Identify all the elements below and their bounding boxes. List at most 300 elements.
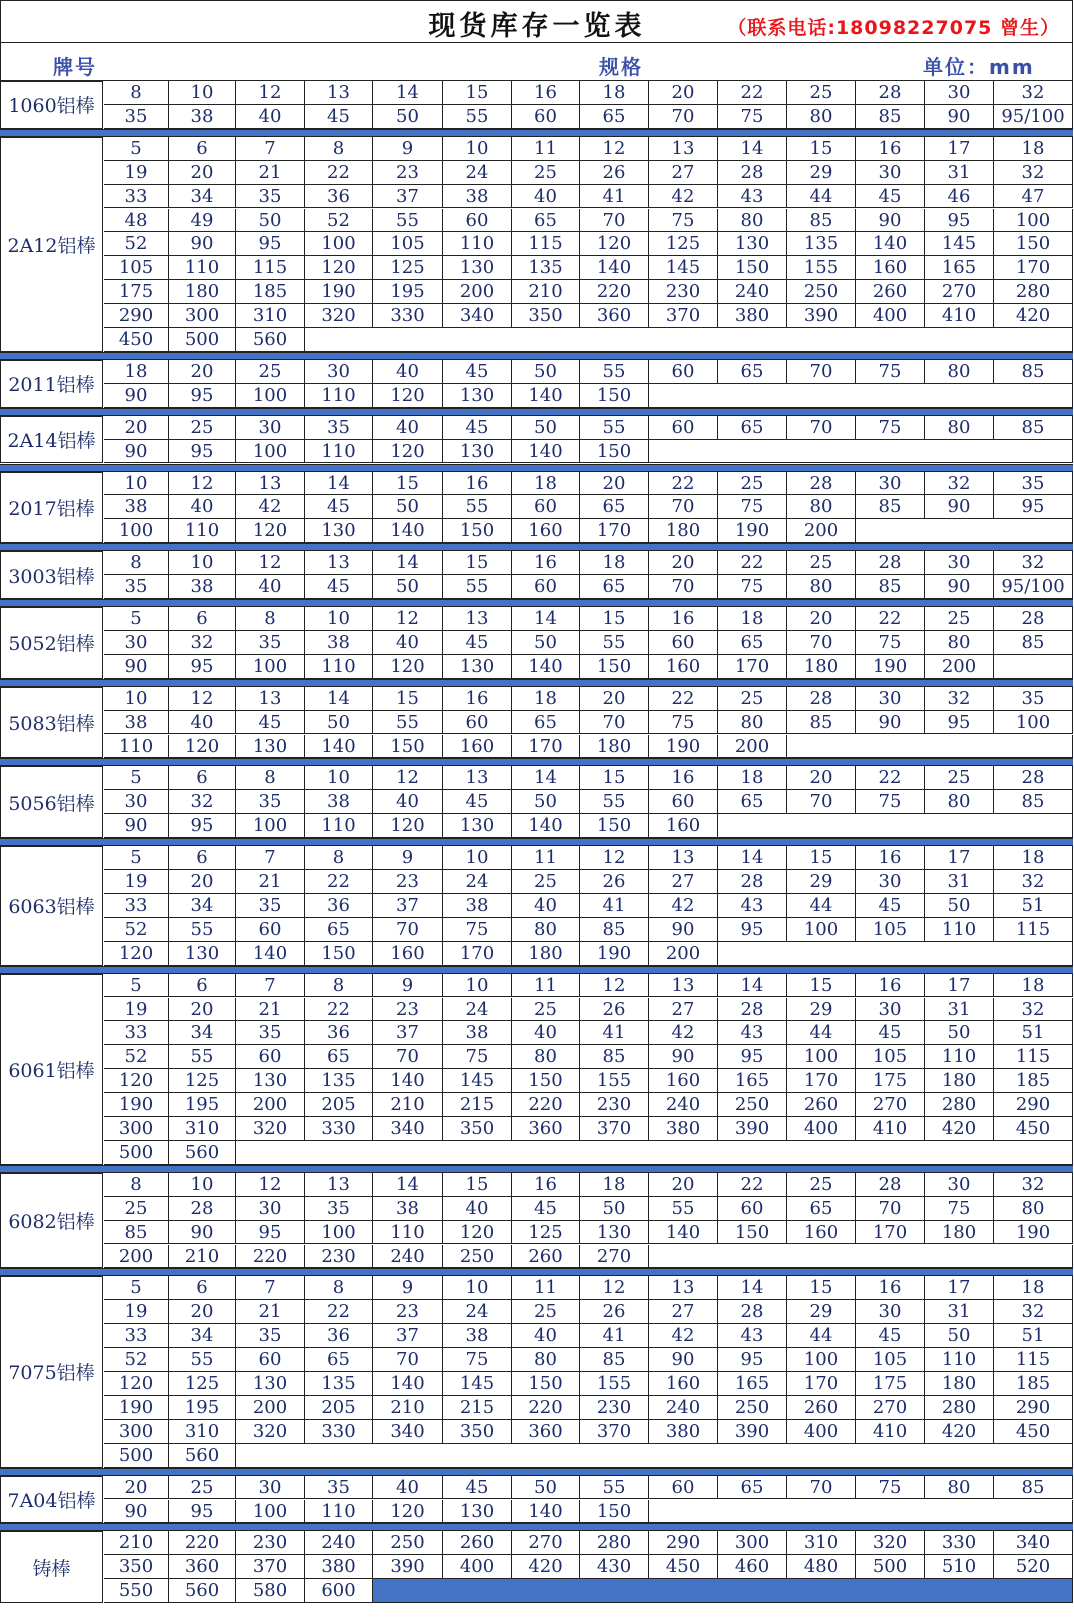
spec-cell: 27 (649, 998, 718, 1022)
spec-cell: 120 (236, 519, 305, 543)
spec-cell: 290 (994, 1396, 1073, 1420)
spec-cell: 21 (236, 998, 305, 1022)
spec-cell: 13 (649, 974, 718, 998)
spec-cell: 38 (443, 1324, 512, 1348)
spec-cell: 18 (580, 1173, 649, 1197)
spec-cell: 28 (856, 81, 925, 105)
spec-cell: 100 (236, 1500, 305, 1524)
spec-cell: 15 (787, 1276, 856, 1300)
spec-cell: 37 (373, 185, 443, 209)
spec-cell: 48 (104, 209, 169, 233)
spec-cell: 42 (236, 495, 305, 519)
group-separator (0, 1268, 1073, 1276)
spec-cell: 9 (373, 974, 443, 998)
spec-cell: 45 (512, 1197, 580, 1221)
spec-cell: 95/100 (994, 575, 1073, 599)
spec-cell: 110 (925, 918, 994, 942)
spec-cell: 25 (925, 607, 994, 631)
spec-cell: 51 (994, 894, 1073, 918)
spec-cell: 90 (649, 1045, 718, 1069)
spec-cell: 360 (512, 1117, 580, 1141)
spec-cell: 180 (925, 1372, 994, 1396)
spec-cell: 65 (580, 575, 649, 599)
spec-cell: 28 (169, 1197, 236, 1221)
spec-cell: 500 (104, 1141, 169, 1165)
spec-cell: 10 (169, 1173, 236, 1197)
spec-cell: 120 (104, 1372, 169, 1396)
spec-cell: 510 (925, 1555, 994, 1579)
grade-label: 2017铝棒 (0, 472, 103, 544)
spec-cell: 47 (994, 185, 1073, 209)
grade-label: 2A14铝棒 (0, 416, 103, 464)
spec-cell: 16 (649, 607, 718, 631)
spec-cell: 135 (787, 232, 856, 256)
spec-cell: 240 (649, 1396, 718, 1420)
spec-cell: 16 (856, 846, 925, 870)
spec-cell: 120 (373, 440, 443, 464)
spec-cell: 60 (236, 918, 305, 942)
spec-cell: 85 (856, 105, 925, 129)
spec-cell: 33 (104, 1021, 169, 1045)
spec-cell: 210 (169, 1245, 236, 1269)
spec-cell: 55 (373, 711, 443, 735)
spec-cell: 38 (305, 790, 373, 814)
spec-cell: 170 (856, 1221, 925, 1245)
spec-cell: 480 (787, 1555, 856, 1579)
spec-cell: 95 (925, 209, 994, 233)
spec-cell: 45 (443, 416, 512, 440)
spec-cell: 185 (994, 1372, 1073, 1396)
spec-cell: 16 (512, 81, 580, 105)
spec-cell: 140 (856, 232, 925, 256)
spec-cell: 38 (443, 185, 512, 209)
spec-cell: 90 (856, 711, 925, 735)
spec-cell: 18 (718, 766, 787, 790)
spec-cell: 14 (373, 81, 443, 105)
spec-cell: 21 (236, 870, 305, 894)
spec-cell: 190 (104, 1093, 169, 1117)
spec-cell: 100 (787, 1045, 856, 1069)
spec-cell: 43 (718, 1021, 787, 1045)
spec-cell: 10 (104, 687, 169, 711)
spec-cell: 35 (305, 1476, 373, 1500)
spec-cell: 9 (373, 846, 443, 870)
spec-cell: 150 (580, 814, 649, 838)
spec-cell: 310 (169, 1117, 236, 1141)
spec-cell: 140 (373, 1372, 443, 1396)
spec-cell: 36 (305, 894, 373, 918)
header-grade: 牌号 (53, 55, 97, 79)
spec-cell: 110 (443, 232, 512, 256)
spec-cell: 65 (718, 360, 787, 384)
spec-cell: 40 (512, 185, 580, 209)
spec-cell: 450 (104, 328, 169, 352)
spec-cell: 8 (305, 1276, 373, 1300)
spec-cell: 280 (994, 280, 1073, 304)
spec-cell: 380 (718, 304, 787, 328)
spec-cell: 270 (580, 1245, 649, 1269)
spec-cell: 45 (856, 1324, 925, 1348)
spec-cell: 12 (580, 1276, 649, 1300)
spec-cell: 420 (925, 1117, 994, 1141)
spec-cell: 28 (856, 1173, 925, 1197)
spec-cell: 25 (787, 551, 856, 575)
spec-cell: 15 (580, 766, 649, 790)
grade-label: 2011铝棒 (0, 360, 103, 408)
spec-cell: 22 (856, 607, 925, 631)
spec-cell: 16 (856, 1276, 925, 1300)
spec-cell: 200 (649, 942, 718, 966)
spec-cell: 150 (443, 519, 512, 543)
spec-cell: 6 (169, 974, 236, 998)
spec-cell: 60 (649, 631, 718, 655)
spec-cell: 600 (305, 1579, 373, 1603)
spec-cell: 24 (443, 998, 512, 1022)
spec-cell: 40 (169, 495, 236, 519)
spec-cell: 340 (994, 1531, 1073, 1555)
spec-cell: 90 (104, 1500, 169, 1524)
spec-cell: 65 (512, 711, 580, 735)
spec-cell: 32 (994, 81, 1073, 105)
spec-cell: 580 (236, 1579, 305, 1603)
spec-cell: 38 (104, 711, 169, 735)
empty-cell (718, 942, 1073, 966)
spec-cell: 320 (236, 1117, 305, 1141)
spec-cell: 20 (649, 1173, 718, 1197)
spec-cell: 33 (104, 185, 169, 209)
spec-cell: 20 (169, 870, 236, 894)
spec-cell: 100 (236, 440, 305, 464)
spec-cell: 8 (104, 1173, 169, 1197)
spec-cell: 35 (236, 1324, 305, 1348)
spec-cell: 220 (512, 1396, 580, 1420)
spec-cell: 31 (925, 870, 994, 894)
spec-cell: 10 (443, 974, 512, 998)
spec-cell: 31 (925, 1300, 994, 1324)
spec-cell: 65 (718, 631, 787, 655)
spec-cell: 20 (787, 766, 856, 790)
spec-cell: 55 (443, 575, 512, 599)
spec-cell: 130 (443, 1500, 512, 1524)
spec-cell: 10 (104, 472, 169, 496)
spec-cell: 75 (856, 416, 925, 440)
spec-cell: 20 (169, 1300, 236, 1324)
spec-cell: 22 (718, 81, 787, 105)
spec-cell: 50 (373, 495, 443, 519)
spec-cell: 17 (925, 137, 994, 161)
spec-cell: 14 (718, 137, 787, 161)
header-unit: 单位：mm (923, 55, 1035, 79)
spec-cell: 32 (994, 998, 1073, 1022)
spec-cell: 30 (104, 631, 169, 655)
spec-cell: 38 (443, 1021, 512, 1045)
spec-cell: 8 (104, 551, 169, 575)
spec-cell: 195 (373, 280, 443, 304)
spec-cell: 400 (787, 1420, 856, 1444)
spec-cell: 11 (512, 1276, 580, 1300)
spec-cell: 18 (718, 607, 787, 631)
spec-cell: 85 (994, 416, 1073, 440)
spec-cell: 75 (718, 495, 787, 519)
spec-cell: 110 (305, 655, 373, 679)
spec-cell: 85 (580, 918, 649, 942)
grade-label: 5083铝棒 (0, 687, 103, 759)
spec-cell: 290 (649, 1531, 718, 1555)
spec-cell: 240 (305, 1531, 373, 1555)
spec-cell: 38 (305, 631, 373, 655)
grade-label: 7A04铝棒 (0, 1476, 103, 1524)
spec-cell: 380 (649, 1420, 718, 1444)
spec-cell: 18 (512, 687, 580, 711)
spec-cell: 38 (443, 894, 512, 918)
spec-cell: 30 (856, 161, 925, 185)
spec-cell: 160 (649, 814, 718, 838)
spec-cell: 60 (512, 575, 580, 599)
spec-cell: 19 (104, 161, 169, 185)
spec-cell: 40 (373, 1476, 443, 1500)
spec-cell: 14 (718, 1276, 787, 1300)
spec-cell: 190 (104, 1396, 169, 1420)
spec-cell: 120 (305, 256, 373, 280)
spec-cell: 150 (718, 256, 787, 280)
header-spec: 规格 (599, 55, 643, 79)
spec-cell: 130 (236, 1069, 305, 1093)
spec-cell: 380 (305, 1555, 373, 1579)
grade-label: 5056铝棒 (0, 766, 103, 838)
spec-cell: 25 (512, 1300, 580, 1324)
spec-cell: 60 (236, 1045, 305, 1069)
spec-cell: 15 (787, 846, 856, 870)
empty-cell (649, 1500, 1073, 1524)
spec-cell: 6 (169, 766, 236, 790)
spec-cell: 18 (994, 846, 1073, 870)
spec-cell: 50 (512, 1476, 580, 1500)
spec-cell: 420 (994, 304, 1073, 328)
spec-cell: 10 (169, 551, 236, 575)
spec-cell: 5 (104, 607, 169, 631)
spec-cell: 90 (104, 655, 169, 679)
spec-cell: 25 (925, 766, 994, 790)
spec-cell: 28 (856, 551, 925, 575)
spec-cell: 21 (236, 1300, 305, 1324)
spec-cell: 65 (580, 495, 649, 519)
spec-cell: 45 (305, 495, 373, 519)
spec-cell: 45 (856, 185, 925, 209)
spec-cell: 135 (305, 1069, 373, 1093)
spec-cell: 280 (925, 1396, 994, 1420)
spec-cell: 270 (925, 280, 994, 304)
spec-cell: 250 (787, 280, 856, 304)
spec-cell: 28 (718, 1300, 787, 1324)
spec-cell: 75 (443, 918, 512, 942)
spec-cell: 33 (104, 894, 169, 918)
spec-cell: 70 (580, 711, 649, 735)
empty-cell (649, 384, 1073, 408)
spec-cell: 60 (649, 416, 718, 440)
spec-cell: 70 (373, 1045, 443, 1069)
spec-cell: 90 (925, 575, 994, 599)
spec-cell: 310 (169, 1420, 236, 1444)
spec-cell: 145 (925, 232, 994, 256)
spec-cell: 80 (718, 711, 787, 735)
spec-cell: 115 (994, 1045, 1073, 1069)
spec-cell: 13 (649, 1276, 718, 1300)
spec-cell: 75 (443, 1045, 512, 1069)
spec-cell: 44 (787, 1021, 856, 1045)
spec-cell: 370 (580, 1117, 649, 1141)
spec-cell: 36 (305, 1324, 373, 1348)
spec-cell: 90 (104, 440, 169, 464)
spec-cell: 115 (994, 918, 1073, 942)
spec-cell: 230 (580, 1093, 649, 1117)
spec-cell: 125 (373, 256, 443, 280)
spec-cell: 125 (649, 232, 718, 256)
spec-cell: 15 (443, 81, 512, 105)
spec-cell: 210 (373, 1093, 443, 1117)
spec-cell: 34 (169, 1324, 236, 1348)
spec-cell: 25 (718, 472, 787, 496)
spec-cell: 60 (718, 1197, 787, 1221)
spec-cell: 115 (236, 256, 305, 280)
spec-cell: 90 (104, 384, 169, 408)
empty-cell (236, 1141, 1073, 1165)
spec-cell: 95 (169, 814, 236, 838)
spec-cell: 80 (994, 1197, 1073, 1221)
spec-cell: 145 (443, 1372, 512, 1396)
spec-cell: 40 (443, 1197, 512, 1221)
spec-cell: 32 (994, 551, 1073, 575)
spec-cell: 14 (512, 766, 580, 790)
empty-cell (787, 735, 1073, 759)
spec-cell: 70 (787, 631, 856, 655)
empty-cell (994, 655, 1073, 679)
group-separator (0, 1523, 1073, 1531)
spec-cell: 23 (373, 161, 443, 185)
spec-cell: 390 (718, 1117, 787, 1141)
spec-cell: 200 (236, 1093, 305, 1117)
spec-cell: 22 (305, 870, 373, 894)
spec-cell: 120 (104, 1069, 169, 1093)
spec-cell: 55 (169, 1348, 236, 1372)
spec-cell: 60 (512, 495, 580, 519)
spec-cell: 350 (104, 1555, 169, 1579)
spec-cell: 370 (236, 1555, 305, 1579)
spec-cell: 15 (373, 687, 443, 711)
spec-cell: 45 (443, 631, 512, 655)
spec-cell: 8 (305, 846, 373, 870)
spec-cell: 310 (236, 304, 305, 328)
spec-cell: 60 (236, 1348, 305, 1372)
spec-cell: 350 (512, 304, 580, 328)
spec-cell: 170 (787, 1069, 856, 1093)
spec-cell: 10 (169, 81, 236, 105)
spec-cell: 130 (443, 814, 512, 838)
spec-cell: 75 (856, 1476, 925, 1500)
spec-cell: 205 (305, 1396, 373, 1420)
spec-cell: 80 (787, 495, 856, 519)
spec-cell: 270 (856, 1396, 925, 1420)
spec-cell: 90 (169, 1221, 236, 1245)
spec-cell: 38 (169, 105, 236, 129)
spec-cell: 5 (104, 1276, 169, 1300)
spec-cell: 7 (236, 974, 305, 998)
spec-cell: 25 (104, 1197, 169, 1221)
spec-cell: 110 (104, 735, 169, 759)
spec-cell: 7 (236, 137, 305, 161)
spec-cell: 13 (443, 607, 512, 631)
spec-cell: 55 (649, 1197, 718, 1221)
spec-cell: 18 (580, 551, 649, 575)
spec-cell: 450 (994, 1117, 1073, 1141)
spec-cell: 30 (856, 687, 925, 711)
spec-cell: 35 (236, 894, 305, 918)
spec-cell: 23 (373, 870, 443, 894)
empty-cell (305, 328, 1073, 352)
spec-cell: 175 (104, 280, 169, 304)
spec-cell: 180 (580, 735, 649, 759)
spec-cell: 40 (373, 360, 443, 384)
grade-label: 7075铝棒 (0, 1276, 103, 1467)
spec-cell: 150 (994, 232, 1073, 256)
spec-cell: 85 (994, 360, 1073, 384)
spec-cell: 90 (925, 495, 994, 519)
spec-cell: 120 (373, 655, 443, 679)
spec-cell: 6 (169, 1276, 236, 1300)
spec-cell: 200 (787, 519, 856, 543)
spec-cell: 26 (580, 998, 649, 1022)
grade-label: 2A12铝棒 (0, 137, 103, 352)
spec-cell: 200 (718, 735, 787, 759)
spec-cell: 95 (169, 1500, 236, 1524)
spec-cell: 13 (305, 81, 373, 105)
spec-cell: 49 (169, 209, 236, 233)
spec-cell: 20 (169, 360, 236, 384)
spec-cell: 160 (512, 519, 580, 543)
spec-cell: 160 (649, 1372, 718, 1396)
spec-cell: 135 (512, 256, 580, 280)
spec-cell: 20 (649, 81, 718, 105)
spec-cell: 42 (649, 894, 718, 918)
spec-cell: 9 (373, 137, 443, 161)
spec-cell: 24 (443, 161, 512, 185)
spec-cell: 26 (580, 870, 649, 894)
spec-cell: 150 (512, 1372, 580, 1396)
spec-cell: 220 (512, 1093, 580, 1117)
spec-cell: 25 (718, 687, 787, 711)
spec-cell: 13 (305, 1173, 373, 1197)
spec-cell: 28 (787, 687, 856, 711)
spec-cell: 190 (994, 1221, 1073, 1245)
spec-cell: 240 (649, 1093, 718, 1117)
spec-cell: 180 (512, 942, 580, 966)
spec-cell: 40 (512, 894, 580, 918)
spec-cell: 150 (580, 655, 649, 679)
spec-cell: 20 (169, 998, 236, 1022)
spec-cell: 125 (512, 1221, 580, 1245)
spec-cell: 110 (169, 256, 236, 280)
spec-cell: 9 (373, 1276, 443, 1300)
spec-cell: 110 (305, 440, 373, 464)
spec-cell: 160 (787, 1221, 856, 1245)
spec-cell: 65 (580, 105, 649, 129)
spec-cell: 17 (925, 1276, 994, 1300)
spec-cell: 6 (169, 607, 236, 631)
spec-cell: 70 (787, 360, 856, 384)
spec-cell: 105 (104, 256, 169, 280)
spec-cell: 240 (718, 280, 787, 304)
spec-cell: 120 (104, 942, 169, 966)
spec-cell: 60 (512, 105, 580, 129)
